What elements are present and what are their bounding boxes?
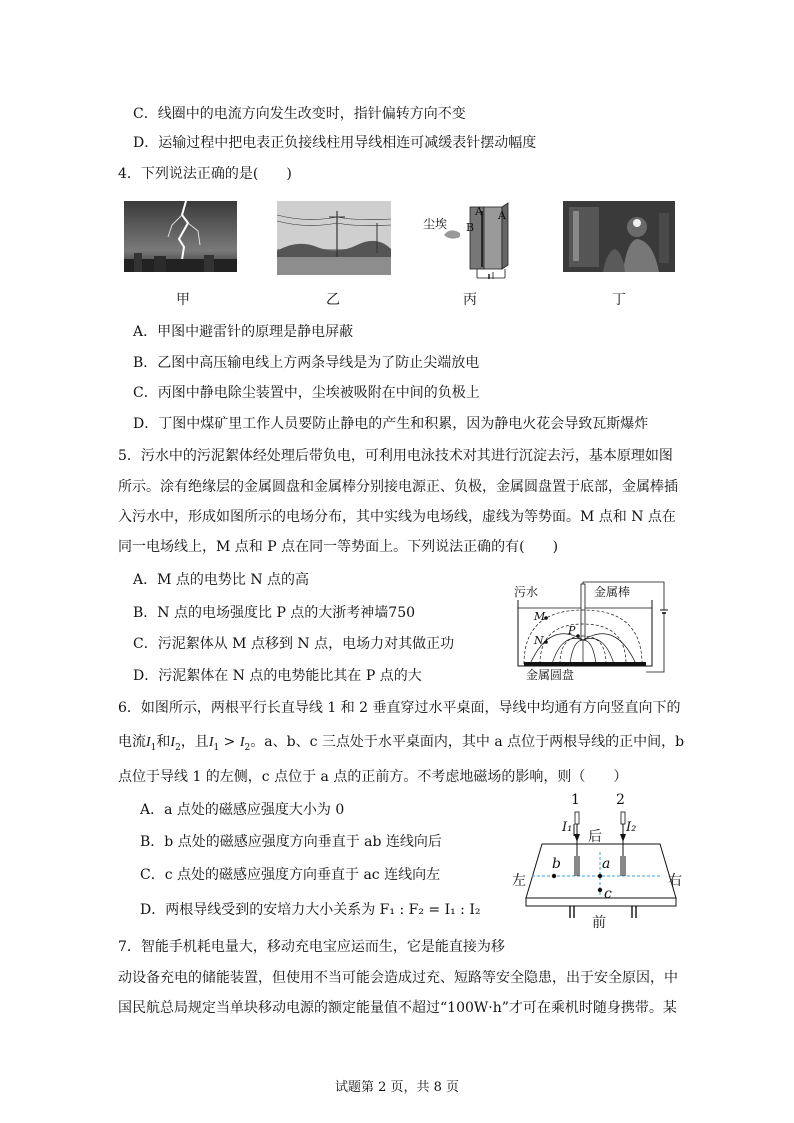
point-p-label: P bbox=[568, 624, 576, 637]
q4-option-d: D．丁图中煤矿里工作人员要防止静电的产生和积累，因为静电火花会导致瓦斯爆炸 bbox=[133, 416, 649, 432]
point-m-label: M bbox=[534, 610, 546, 623]
q6-option-d: D．两根导线受到的安培力大小关系为 F₁ : F₂ = I₁ : I₂ bbox=[140, 902, 481, 918]
q5-option-c: C．污泥絮体从 M 点移到 N 点，电场力对其做正功 bbox=[133, 636, 455, 652]
back-label: 后 bbox=[588, 829, 602, 845]
q5-option-d: D．污泥絮体在 N 点的电势能比其在 P 点的大 bbox=[133, 668, 422, 684]
plate-a2-label: A bbox=[498, 209, 506, 222]
front-label: 前 bbox=[592, 915, 606, 931]
figure-two-wires bbox=[512, 792, 690, 932]
metal-rod-label: 金属棒 bbox=[594, 585, 631, 599]
q6-text-current: 电流 bbox=[118, 734, 146, 750]
q6-stem-line1: 6．如图所示，两根平行长直导线 1 和 2 垂直穿过水平桌面，导线中均通有方向竖直向下的 bbox=[118, 700, 681, 716]
q5-stem-line2: 所示。涂有绝缘层的金属圆盘和金属棒分别接电源正、负极，金属圆盘置于底部，金属棒插 bbox=[118, 479, 678, 495]
q5-option-a: A．M 点的电势比 N 点的高 bbox=[133, 572, 310, 588]
sewage-label: 污水 bbox=[514, 585, 539, 599]
q4-option-a: A．甲图中避雷针的原理是静电屏蔽 bbox=[133, 324, 354, 340]
figure-coal-mine bbox=[563, 201, 675, 276]
q7-stem-line3: 国民航总局规定当单块移动电源的额定能量值不超过“100W·h”才可在乘机时随身携带。某 bbox=[118, 1000, 677, 1016]
point-a-label: a bbox=[602, 856, 611, 872]
right-label: 右 bbox=[668, 873, 682, 889]
q6-option-c: C．c 点处的磁感应强度方向垂直于 ac 连线向左 bbox=[140, 867, 441, 883]
q4-option-c: C．丙图中静电除尘装置中，尘埃被吸附在中间的负极上 bbox=[133, 385, 480, 401]
plate-a-label: A bbox=[475, 205, 483, 218]
q5-stem-line1: 5．污水中的污泥絮体经处理后带负电，可利用电泳技术对其进行沉淀去污，基本原理如图 bbox=[118, 448, 673, 464]
point-b-label: b bbox=[552, 856, 561, 872]
q6-text-points: 。a、b、c 三点处于水平桌面内，其中 a 点位于两根导线的正中间，b bbox=[250, 734, 685, 750]
q4-stem: 4．下列说法正确的是( ) bbox=[118, 166, 292, 182]
q6-i1-i2: I bbox=[146, 735, 151, 750]
q7-stem-line1: 7．智能手机耗电量大，移动充电宝应运而生，它是能直接为移 bbox=[118, 939, 505, 955]
q6-option-b: B．b 点处的磁感应强度方向垂直于 ab 连线向后 bbox=[140, 834, 442, 850]
fig-label-ding: 丁 bbox=[612, 292, 626, 308]
metal-disk-label: 金属圆盘 bbox=[526, 668, 575, 682]
left-label: 左 bbox=[512, 873, 526, 889]
q3-option-d: D．运输过程中把电表正负接线柱用导线相连可减缓表针摆动幅度 bbox=[133, 135, 537, 151]
q6-option-a: A．a 点处的磁感应强度大小为 0 bbox=[140, 802, 345, 818]
wire-b-label: B bbox=[466, 221, 475, 234]
q7-stem-line2: 动设备充电的储能装置，但使用不当可能会造成过充、短路等安全隐患，出于安全原因，中 bbox=[118, 970, 678, 986]
fig-label-bing: 丙 bbox=[463, 292, 477, 308]
wire-2-label: 2 bbox=[616, 792, 625, 808]
figure-electrophoresis bbox=[510, 580, 682, 680]
page-footer: 试题第 2 页，共 8 页 bbox=[334, 1080, 460, 1095]
q5-option-b: B．N 点的电场强度比 P 点的大浙考神墙750 bbox=[133, 605, 416, 621]
figure-dust-precipitator bbox=[420, 201, 525, 283]
point-n-label: N bbox=[534, 634, 544, 647]
wire-1-label: 1 bbox=[571, 792, 580, 808]
fig-label-jia: 甲 bbox=[176, 292, 190, 308]
point-c-label: c bbox=[604, 886, 612, 902]
q5-stem-line3: 入污水中，形成如图所示的电场分布，其中实线为电场线，虚线为等势面。M 点和 N 点在 bbox=[118, 509, 676, 525]
figure-power-lines bbox=[277, 201, 391, 279]
i1-label: I₁ bbox=[562, 820, 573, 835]
figure-lightning bbox=[124, 201, 237, 276]
dust-label: 尘埃 bbox=[423, 217, 448, 231]
q6-stem-line3: 点位于导线 1 的左侧，c 点位于 a 点的正前方。不考虑地磁场的影响，则（ ） bbox=[118, 769, 628, 785]
q4-option-b: B．乙图中高压输电线上方两条导线是为了防止尖端放电 bbox=[133, 355, 480, 371]
q6-text-and: ，且 bbox=[180, 734, 209, 750]
q6-inequality: I bbox=[208, 735, 214, 750]
q3-option-c: C．线圈中的电流方向发生改变时，指针偏转方向不变 bbox=[133, 106, 466, 122]
q5-stem-line4: 同一电场线上，M 点和 P 点在同一等势面上。下列说法正确的有( ) bbox=[118, 539, 559, 555]
i2-label: I₂ bbox=[626, 820, 637, 835]
q6-stem-line2: 电流$I_1$和$I_2$，且$I_1 > I_2$。a、b、c 三点处于水平桌面内，其中 a 点位于两根导线的正中间，b bbox=[118, 734, 685, 753]
fig-label-yi: 乙 bbox=[326, 292, 340, 308]
